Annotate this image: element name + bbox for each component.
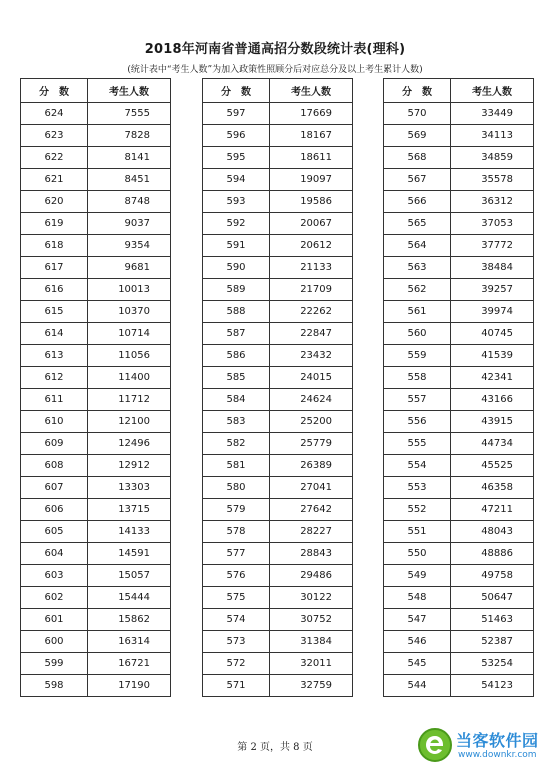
table-row (21, 279, 171, 301)
count-cell: 39974 (451, 301, 534, 323)
count-cell: 31384 (270, 631, 353, 653)
score-cell: 562 (384, 279, 451, 301)
count-cell: 11400 (88, 367, 171, 389)
table-row (203, 653, 353, 675)
count-cell: 29486 (270, 565, 353, 587)
table-row (21, 631, 171, 653)
score-cell: 597 (203, 103, 270, 125)
count-cell: 43166 (451, 389, 534, 411)
score-cell: 552 (384, 499, 451, 521)
score-cell: 582 (203, 433, 270, 455)
score-cell: 574 (203, 609, 270, 631)
score-cell: 546 (384, 631, 451, 653)
score-cell: 571 (203, 675, 270, 697)
table-row (203, 279, 353, 301)
table-row (21, 433, 171, 455)
count-cell: 39257 (451, 279, 534, 301)
count-cell: 19586 (270, 191, 353, 213)
table-row (203, 455, 353, 477)
score-cell: 599 (21, 653, 88, 675)
score-cell: 572 (203, 653, 270, 675)
table-row (384, 543, 534, 565)
count-cell: 45525 (451, 455, 534, 477)
count-cell: 28843 (270, 543, 353, 565)
table-row (21, 345, 171, 367)
table-row (384, 675, 534, 697)
score-cell: 590 (203, 257, 270, 279)
table-row (203, 213, 353, 235)
count-cell: 14133 (88, 521, 171, 543)
score-cell: 618 (21, 235, 88, 257)
count-cell: 28227 (270, 521, 353, 543)
table-row (21, 521, 171, 543)
table-row (384, 565, 534, 587)
count-cell: 34113 (451, 125, 534, 147)
score-cell: 596 (203, 125, 270, 147)
table-row (384, 235, 534, 257)
count-cell: 11712 (88, 389, 171, 411)
score-cell: 615 (21, 301, 88, 323)
watermark-name: 当客软件园 (456, 731, 539, 750)
table-row (384, 367, 534, 389)
table-row (384, 389, 534, 411)
count-cell: 15862 (88, 609, 171, 631)
table-row (21, 609, 171, 631)
table-row (203, 103, 353, 125)
table-row (384, 279, 534, 301)
page-number: 第 2 页，共 8 页 (237, 742, 313, 753)
count-cell: 21709 (270, 279, 353, 301)
table-row (21, 213, 171, 235)
count-cell: 21133 (270, 257, 353, 279)
table-row (384, 433, 534, 455)
score-cell: 622 (21, 147, 88, 169)
table-row (21, 301, 171, 323)
score-cell: 555 (384, 433, 451, 455)
count-cell: 20612 (270, 235, 353, 257)
count-cell: 48886 (451, 543, 534, 565)
score-cell: 573 (203, 631, 270, 653)
score-cell: 567 (384, 169, 451, 191)
watermark (418, 726, 544, 770)
score-table-3 (383, 78, 534, 697)
table-row (384, 323, 534, 345)
table-row (21, 499, 171, 521)
score-cell: 580 (203, 477, 270, 499)
count-cell: 7828 (88, 125, 171, 147)
table-row (384, 455, 534, 477)
count-cell: 43915 (451, 411, 534, 433)
score-cell: 617 (21, 257, 88, 279)
score-table-1 (20, 78, 171, 697)
table-row (203, 169, 353, 191)
score-cell: 591 (203, 235, 270, 257)
table-row (203, 257, 353, 279)
count-cell: 25200 (270, 411, 353, 433)
table-row (384, 147, 534, 169)
count-cell: 27642 (270, 499, 353, 521)
count-cell: 10714 (88, 323, 171, 345)
table-row (203, 367, 353, 389)
download-e-logo-icon (418, 728, 452, 762)
table-row (384, 301, 534, 323)
table-row (203, 631, 353, 653)
table-row (203, 411, 353, 433)
score-cell: 561 (384, 301, 451, 323)
score-cell: 624 (21, 103, 88, 125)
score-cell: 553 (384, 477, 451, 499)
score-cell: 559 (384, 345, 451, 367)
count-cell: 7555 (88, 103, 171, 125)
score-cell: 563 (384, 257, 451, 279)
score-cell: 608 (21, 455, 88, 477)
table-row (384, 257, 534, 279)
score-cell: 611 (21, 389, 88, 411)
score-cell: 545 (384, 653, 451, 675)
count-cell: 30752 (270, 609, 353, 631)
table-row (21, 543, 171, 565)
count-cell: 12912 (88, 455, 171, 477)
score-cell: 554 (384, 455, 451, 477)
count-cell: 24624 (270, 389, 353, 411)
count-cell: 12496 (88, 433, 171, 455)
table-row (384, 631, 534, 653)
count-cell: 50647 (451, 587, 534, 609)
count-cell: 22262 (270, 301, 353, 323)
table-row (21, 169, 171, 191)
table-row (203, 235, 353, 257)
count-cell: 22847 (270, 323, 353, 345)
table-row (384, 169, 534, 191)
score-cell: 579 (203, 499, 270, 521)
count-cell: 14591 (88, 543, 171, 565)
score-cell: 544 (384, 675, 451, 697)
score-cell: 601 (21, 609, 88, 631)
score-cell: 589 (203, 279, 270, 301)
score-cell: 593 (203, 191, 270, 213)
score-cell: 560 (384, 323, 451, 345)
count-cell: 25779 (270, 433, 353, 455)
table-row (384, 653, 534, 675)
score-cell: 581 (203, 455, 270, 477)
table-row (384, 609, 534, 631)
count-cell: 15057 (88, 565, 171, 587)
table-row (203, 477, 353, 499)
score-cell: 607 (21, 477, 88, 499)
score-cell: 566 (384, 191, 451, 213)
count-cell: 52387 (451, 631, 534, 653)
score-cell: 609 (21, 433, 88, 455)
count-cell: 33449 (451, 103, 534, 125)
score-cell: 587 (203, 323, 270, 345)
score-cell: 602 (21, 587, 88, 609)
count-header: 考生人数 (88, 79, 171, 103)
score-cell: 621 (21, 169, 88, 191)
count-cell: 51463 (451, 609, 534, 631)
table-row (21, 235, 171, 257)
count-cell: 18167 (270, 125, 353, 147)
count-cell: 27041 (270, 477, 353, 499)
table-row (203, 521, 353, 543)
count-cell: 9681 (88, 257, 171, 279)
score-cell: 577 (203, 543, 270, 565)
table-row (203, 345, 353, 367)
count-cell: 24015 (270, 367, 353, 389)
table-row (203, 301, 353, 323)
table-row (203, 565, 353, 587)
score-cell: 598 (21, 675, 88, 697)
count-cell: 9037 (88, 213, 171, 235)
count-cell: 9354 (88, 235, 171, 257)
table-row (203, 543, 353, 565)
table-row (384, 125, 534, 147)
table-row (203, 499, 353, 521)
page-subtitle: (统计表中“考生人数”为加入政策性照顾分后对应总分及以上考生累计人数) (127, 65, 423, 75)
score-cell: 570 (384, 103, 451, 125)
table-row (203, 609, 353, 631)
score-cell: 558 (384, 367, 451, 389)
score-cell: 594 (203, 169, 270, 191)
count-cell: 17669 (270, 103, 353, 125)
count-cell: 10013 (88, 279, 171, 301)
count-cell: 40745 (451, 323, 534, 345)
watermark-url: www.downkr.com (458, 750, 537, 760)
score-cell: 557 (384, 389, 451, 411)
score-cell: 610 (21, 411, 88, 433)
score-cell: 565 (384, 213, 451, 235)
count-cell: 54123 (451, 675, 534, 697)
count-header: 考生人数 (270, 79, 353, 103)
score-cell: 569 (384, 125, 451, 147)
score-header: 分 数 (21, 79, 88, 103)
score-cell: 605 (21, 521, 88, 543)
score-header: 分 数 (384, 79, 451, 103)
score-cell: 586 (203, 345, 270, 367)
page-title: 2018年河南省普通高招分数段统计表(理科) (144, 42, 406, 57)
score-cell: 568 (384, 147, 451, 169)
score-cell: 623 (21, 125, 88, 147)
count-cell: 37053 (451, 213, 534, 235)
count-cell: 34859 (451, 147, 534, 169)
score-cell: 547 (384, 609, 451, 631)
count-cell: 15444 (88, 587, 171, 609)
count-cell: 46358 (451, 477, 534, 499)
table-row (384, 411, 534, 433)
score-cell: 584 (203, 389, 270, 411)
score-cell: 576 (203, 565, 270, 587)
table-row (384, 521, 534, 543)
count-header: 考生人数 (451, 79, 534, 103)
table-row (21, 389, 171, 411)
table-row (21, 477, 171, 499)
count-cell: 32759 (270, 675, 353, 697)
score-cell: 585 (203, 367, 270, 389)
count-cell: 42341 (451, 367, 534, 389)
table-row (384, 103, 534, 125)
count-cell: 23432 (270, 345, 353, 367)
table-row (203, 323, 353, 345)
count-cell: 11056 (88, 345, 171, 367)
table-row (21, 323, 171, 345)
count-cell: 8451 (88, 169, 171, 191)
count-cell: 13303 (88, 477, 171, 499)
table-row (203, 675, 353, 697)
count-cell: 49758 (451, 565, 534, 587)
count-cell: 16721 (88, 653, 171, 675)
count-cell: 16314 (88, 631, 171, 653)
count-cell: 10370 (88, 301, 171, 323)
table-row (21, 587, 171, 609)
score-cell: 550 (384, 543, 451, 565)
score-cell: 620 (21, 191, 88, 213)
score-cell: 564 (384, 235, 451, 257)
count-cell: 47211 (451, 499, 534, 521)
count-cell: 8748 (88, 191, 171, 213)
score-cell: 613 (21, 345, 88, 367)
count-cell: 37772 (451, 235, 534, 257)
table-row (21, 411, 171, 433)
score-cell: 603 (21, 565, 88, 587)
table-row (21, 147, 171, 169)
table-row (21, 191, 171, 213)
count-cell: 38484 (451, 257, 534, 279)
table-row (21, 367, 171, 389)
score-cell: 583 (203, 411, 270, 433)
table-row (203, 147, 353, 169)
score-table-2 (202, 78, 353, 697)
table-row (384, 477, 534, 499)
table-row (21, 125, 171, 147)
score-cell: 616 (21, 279, 88, 301)
table-row (203, 389, 353, 411)
table-row (21, 257, 171, 279)
table-row (21, 455, 171, 477)
table-row (384, 345, 534, 367)
table-row (21, 103, 171, 125)
score-cell: 606 (21, 499, 88, 521)
score-cell: 548 (384, 587, 451, 609)
score-cell: 588 (203, 301, 270, 323)
score-cell: 600 (21, 631, 88, 653)
count-cell: 30122 (270, 587, 353, 609)
count-cell: 8141 (88, 147, 171, 169)
score-cell: 575 (203, 587, 270, 609)
table-row (384, 191, 534, 213)
score-cell: 612 (21, 367, 88, 389)
count-cell: 18611 (270, 147, 353, 169)
count-cell: 53254 (451, 653, 534, 675)
table-row (21, 653, 171, 675)
table-row (384, 499, 534, 521)
count-cell: 19097 (270, 169, 353, 191)
table-row (203, 433, 353, 455)
count-cell: 20067 (270, 213, 353, 235)
count-cell: 48043 (451, 521, 534, 543)
score-cell: 614 (21, 323, 88, 345)
table-row (203, 191, 353, 213)
score-cell: 556 (384, 411, 451, 433)
score-cell: 619 (21, 213, 88, 235)
score-cell: 592 (203, 213, 270, 235)
count-cell: 26389 (270, 455, 353, 477)
count-cell: 44734 (451, 433, 534, 455)
count-cell: 12100 (88, 411, 171, 433)
score-header: 分 数 (203, 79, 270, 103)
count-cell: 32011 (270, 653, 353, 675)
count-cell: 35578 (451, 169, 534, 191)
table-row (21, 565, 171, 587)
count-cell: 17190 (88, 675, 171, 697)
count-cell: 36312 (451, 191, 534, 213)
score-cell: 604 (21, 543, 88, 565)
table-row (203, 125, 353, 147)
score-cell: 551 (384, 521, 451, 543)
table-row (384, 587, 534, 609)
table-row (384, 213, 534, 235)
table-row (21, 675, 171, 697)
score-cell: 549 (384, 565, 451, 587)
count-cell: 13715 (88, 499, 171, 521)
score-cell: 595 (203, 147, 270, 169)
count-cell: 41539 (451, 345, 534, 367)
score-cell: 578 (203, 521, 270, 543)
table-row (203, 587, 353, 609)
